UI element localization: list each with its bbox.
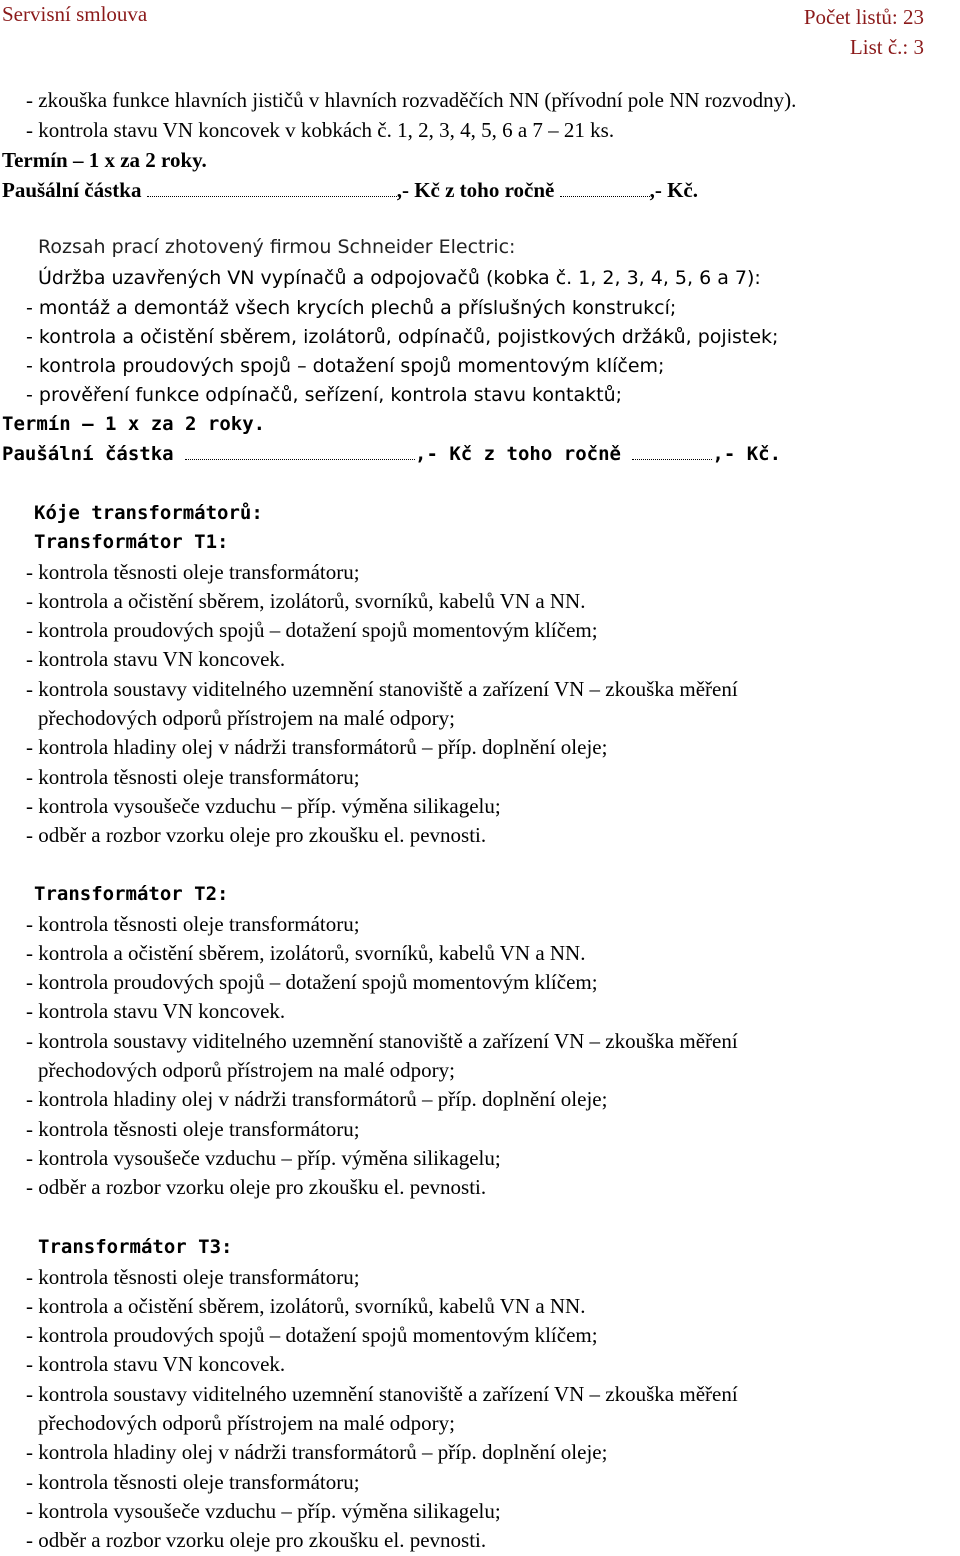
text-line: - odběr a rozbor vzorku oleje pro zkoušku el. pevnosti. bbox=[26, 823, 487, 847]
text-line: - kontrola těsnosti oleje transformátoru; bbox=[26, 1265, 360, 1289]
text-line: - kontrola proudových spojů – dotažení spojů momentovým klíčem; bbox=[26, 618, 598, 642]
lump-sum-line bbox=[2, 176, 698, 205]
amount-blank bbox=[147, 196, 397, 197]
text-line: - kontrola soustavy viditelného uzemnění stanoviště a zařízení VN – zkouška měření bbox=[26, 677, 738, 701]
text-line: - odběr a rozbor vzorku oleje pro zkoušku el. pevnosti. bbox=[26, 1528, 487, 1552]
header-title: Servisní smlouva bbox=[2, 2, 148, 26]
text-line: - kontrola vysoušeče vzduchu – příp. výměna silikagelu; bbox=[26, 794, 501, 818]
text-line: - kontrola proudových spojů – dotažení spojů momentovým klíčem; bbox=[26, 970, 598, 994]
transformer-heading: Transformátor T1: bbox=[34, 531, 229, 553]
text-line: - kontrola vysoušeče vzduchu – příp. výměna silikagelu; bbox=[26, 1146, 501, 1170]
text-line: - kontrola těsnosti oleje transformátoru; bbox=[26, 1470, 360, 1494]
text-line: - prověření funkce odpínačů, seřízení, kontrola stavu kontaktů; bbox=[26, 384, 623, 406]
text-line: - kontrola stavu VN koncovek. bbox=[26, 1352, 286, 1376]
text-line: - montáž a demontáž všech krycích plechů a příslušných konstrukcí; bbox=[26, 297, 677, 319]
text-line: - kontrola těsnosti oleje transformátoru; bbox=[26, 912, 360, 936]
annual-amount-blank bbox=[560, 196, 650, 197]
text-line: - odběr a rozbor vzorku oleje pro zkoušku el. pevnosti. bbox=[26, 1175, 487, 1199]
text-line: - kontrola těsnosti oleje transformátoru; bbox=[26, 765, 360, 789]
lump-sum-mid: ,- Kč z toho ročně bbox=[415, 443, 621, 465]
text-line: - kontrola soustavy viditelného uzemnění stanoviště a zařízení VN – zkouška měření bbox=[26, 1382, 738, 1406]
lump-sum-end: ,- Kč. bbox=[712, 443, 782, 465]
text-line: - kontrola stavu VN koncovek v kobkách č. 1, 2, 3, 4, 5, 6 a 7 – 21 ks. bbox=[26, 118, 615, 142]
text-line: přechodových odporů přístrojem na malé odpory; bbox=[38, 1411, 455, 1435]
term-line: Termín – 1 x za 2 roky. bbox=[2, 148, 207, 172]
text-line: - kontrola hladiny olej v nádrži transformátorů – příp. doplnění oleje; bbox=[26, 1087, 608, 1111]
text-line: přechodových odporů přístrojem na malé odpory; bbox=[38, 1058, 455, 1082]
text-line: - kontrola proudových spojů – dotažení spojů momentovým klíčem; bbox=[26, 1323, 598, 1347]
annual-amount-blank bbox=[632, 459, 712, 460]
text-line: - kontrola těsnosti oleje transformátoru; bbox=[26, 1117, 360, 1141]
text-line: - kontrola soustavy viditelného uzemnění stanoviště a zařízení VN – zkouška měření bbox=[26, 1029, 738, 1053]
transformer-heading: Transformátor T2: bbox=[34, 883, 229, 905]
maintenance-title: Údržba uzavřených VN vypínačů a odpojovačů (kobka č. 1, 2, 3, 4, 5, 6 a 7): bbox=[38, 267, 761, 289]
page-number: List č.: 3 bbox=[849, 35, 924, 59]
lump-sum-mid: ,- Kč z toho ročně bbox=[396, 178, 555, 202]
scope-heading: Rozsah prací zhotovený firmou Schneider Electric: bbox=[38, 236, 516, 258]
lump-sum-line bbox=[2, 440, 781, 469]
text-line: - kontrola proudových spojů – dotažení spojů momentovým klíčem; bbox=[26, 355, 665, 377]
text-line: - kontrola a očistění sběrem, izolátorů, svorníků, kabelů VN a NN. bbox=[26, 1294, 586, 1318]
transformer-heading: Transformátor T3: bbox=[38, 1236, 233, 1258]
text-line: - zkouška funkce hlavních jističů v hlavních rozvaděčích NN (přívodní pole NN rozvodny). bbox=[26, 88, 797, 112]
text-line: - kontrola stavu VN koncovek. bbox=[26, 999, 286, 1023]
text-line: - kontrola a očistění sběrem, izolátorů, odpínačů, pojistkových držáků, pojistek; bbox=[26, 326, 779, 348]
text-line: - kontrola hladiny olej v nádrži transformátorů – příp. doplnění oleje; bbox=[26, 1440, 608, 1464]
header-page-info bbox=[804, 2, 924, 62]
pages-total: Počet listů: 23 bbox=[803, 5, 924, 29]
amount-blank bbox=[185, 459, 415, 460]
text-line: přechodových odporů přístrojem na malé odpory; bbox=[38, 706, 455, 730]
text-line: - kontrola vysoušeče vzduchu – příp. výměna silikagelu; bbox=[26, 1499, 501, 1523]
lump-sum-label: Paušální částka bbox=[2, 178, 142, 202]
text-line: - kontrola těsnosti oleje transformátoru; bbox=[26, 560, 360, 584]
text-line: - kontrola a očistění sběrem, izolátorů, svorníků, kabelů VN a NN. bbox=[26, 941, 586, 965]
text-line: - kontrola stavu VN koncovek. bbox=[26, 647, 286, 671]
text-line: - kontrola hladiny olej v nádrži transformátorů – příp. doplnění oleje; bbox=[26, 735, 608, 759]
lump-sum-end: ,- Kč. bbox=[649, 178, 699, 202]
term-line: Termín – 1 x za 2 roky. bbox=[2, 413, 266, 435]
text-line: - kontrola a očistění sběrem, izolátorů, svorníků, kabelů VN a NN. bbox=[26, 589, 586, 613]
lump-sum-label: Paušální částka bbox=[2, 443, 174, 465]
section-title: Kóje transformátorů: bbox=[34, 502, 263, 524]
